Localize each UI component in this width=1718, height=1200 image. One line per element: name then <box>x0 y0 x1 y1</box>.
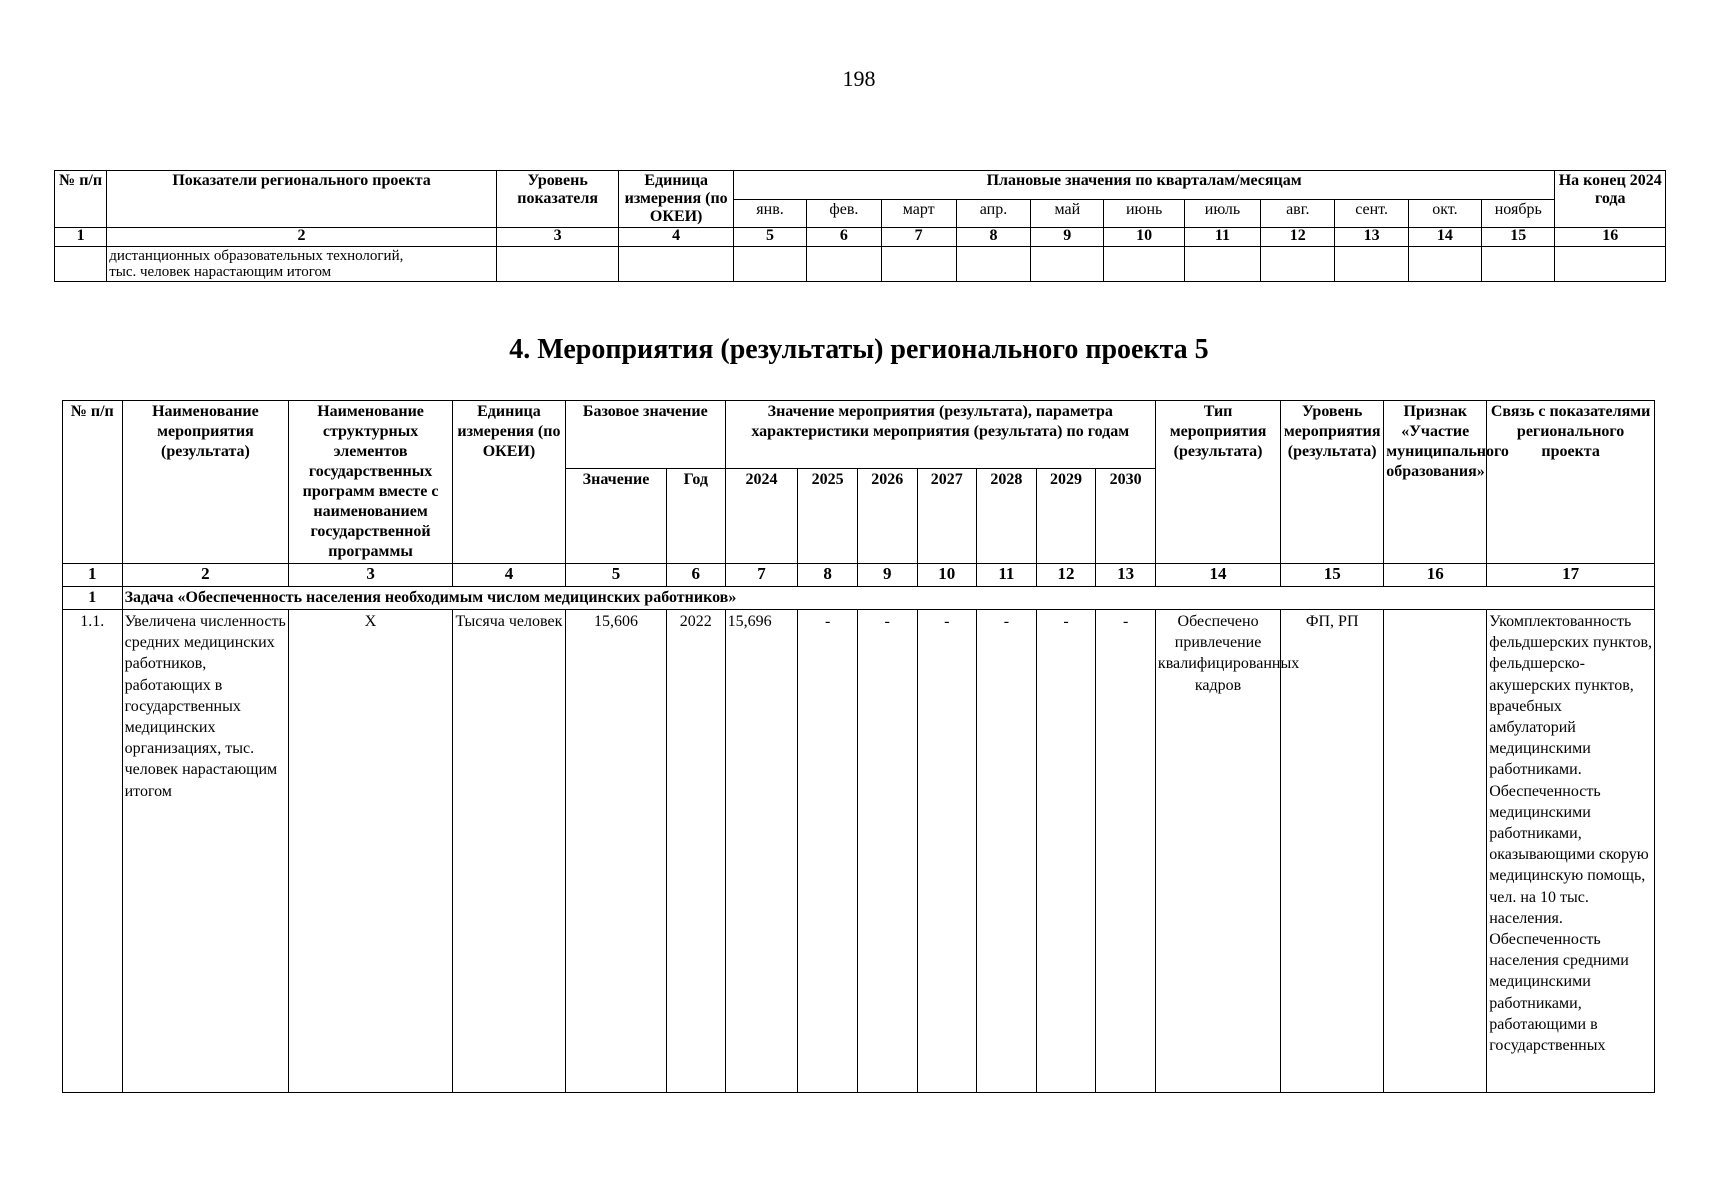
column-number: 11 <box>1184 228 1260 247</box>
column-number: 17 <box>1487 564 1655 587</box>
header-year: 2027 <box>917 469 977 564</box>
row-value: - <box>857 610 917 1093</box>
column-number: 6 <box>807 228 881 247</box>
row-base-year: 2022 <box>667 610 726 1093</box>
column-number: 10 <box>917 564 977 587</box>
row-type: Обеспечено привлечение квалифицированных кадров <box>1155 610 1280 1093</box>
row-value: - <box>1036 610 1096 1093</box>
section-title: 4. Мероприятия (результаты) регионального проекта 5 <box>509 334 1209 365</box>
header-base: Базовое значение <box>566 401 726 469</box>
header-month: июль <box>1184 199 1260 228</box>
column-number: 5 <box>733 228 806 247</box>
header-month: сент. <box>1335 199 1408 228</box>
row-num: 1.1. <box>63 610 123 1093</box>
header-base-year: Год <box>667 469 726 564</box>
indicator-text-line: тыс. человек нарастающим итогом <box>109 264 332 280</box>
header-unit: Единица измерения (по ОКЕИ) <box>619 171 733 228</box>
header-structural: Наименование структурных элементов государственных программ вместе с наименованием государственной программы <box>289 401 453 564</box>
column-number: 13 <box>1096 564 1156 587</box>
column-number: 2 <box>122 564 289 587</box>
header-indicator: Показатели регионального проекта <box>107 171 497 228</box>
column-number: 10 <box>1104 228 1184 247</box>
column-number: 16 <box>1384 564 1487 587</box>
column-number: 9 <box>1031 228 1104 247</box>
row-link: Укомплектованность фельдшерских пунктов, фельдшерско-акушерских пунктов, врачебных амбулаторий медицинскими работниками. Обеспеченность медицинскими работниками, оказывающими скорую медицинскую помощь, чел. на 10 тыс. населения. Обеспеченность населения средними медицинскими работниками, работающими в государственных <box>1487 610 1655 1093</box>
header-num: № п/п <box>55 171 107 228</box>
header-level: Уровень показателя <box>496 171 619 228</box>
row-level: ФП, РП <box>1281 610 1384 1093</box>
column-number: 4 <box>619 228 733 247</box>
header-month: янв. <box>733 199 806 228</box>
header-year: 2029 <box>1036 469 1096 564</box>
header-year: 2028 <box>977 469 1037 564</box>
header-values: Значение мероприятия (результата), параметра характеристики мероприятия (результата) по годам <box>725 401 1155 469</box>
row-name: Увеличена численность средних медицинских работников, работающих в государственных медицинских организациях, тыс. человек нарастающим итогом <box>122 610 289 1093</box>
header-name: Наименование мероприятия (результата) <box>122 401 289 564</box>
row-municipal <box>1384 610 1487 1093</box>
activities-table <box>62 400 1655 1093</box>
row-value: - <box>1096 610 1156 1093</box>
header-year: 2030 <box>1096 469 1156 564</box>
task-num: 1 <box>63 587 123 610</box>
row-structural: X <box>289 610 453 1093</box>
task-text: Задача «Обеспеченность населения необходимым числом медицинских работников» <box>122 587 1654 610</box>
header-year: 2024 <box>725 469 798 564</box>
column-number: 13 <box>1335 228 1408 247</box>
column-number: 16 <box>1555 228 1666 247</box>
indicators-table <box>54 170 1666 282</box>
header-municipal: Признак «Участие муниципального образования» <box>1384 401 1487 564</box>
column-number: 4 <box>452 564 565 587</box>
column-number: 6 <box>667 564 726 587</box>
column-number: 15 <box>1482 228 1555 247</box>
column-number: 8 <box>956 228 1030 247</box>
header-month: март <box>881 199 956 228</box>
header-month: ноябрь <box>1482 199 1555 228</box>
column-number: 11 <box>977 564 1037 587</box>
header-month: июнь <box>1104 199 1184 228</box>
header-num: № п/п <box>63 401 123 564</box>
column-number: 8 <box>798 564 858 587</box>
header-year: 2026 <box>857 469 917 564</box>
column-number: 12 <box>1036 564 1096 587</box>
page-number: 198 <box>842 66 876 91</box>
column-number: 14 <box>1408 228 1481 247</box>
header-link: Связь с показателями регионального проекта <box>1487 401 1655 564</box>
column-number: 7 <box>881 228 956 247</box>
column-number: 14 <box>1155 564 1280 587</box>
column-number: 7 <box>725 564 798 587</box>
header-month: окт. <box>1408 199 1481 228</box>
column-number: 9 <box>857 564 917 587</box>
header-level: Уровень мероприятия (результата) <box>1281 401 1384 564</box>
column-number: 15 <box>1281 564 1384 587</box>
row-value: - <box>798 610 858 1093</box>
column-number: 2 <box>107 228 497 247</box>
header-month: авг. <box>1261 199 1335 228</box>
header-month: май <box>1031 199 1104 228</box>
column-number: 5 <box>566 564 667 587</box>
row-base-value: 15,606 <box>566 610 667 1093</box>
column-number: 1 <box>55 228 107 247</box>
header-unit: Единица измерения (по ОКЕИ) <box>452 401 565 564</box>
header-month: фев. <box>807 199 881 228</box>
header-planned: Плановые значения по кварталам/месяцам <box>733 171 1555 200</box>
indicator-text <box>107 247 497 282</box>
column-number: 12 <box>1261 228 1335 247</box>
column-number: 3 <box>289 564 453 587</box>
column-number: 3 <box>496 228 619 247</box>
row-value: - <box>977 610 1037 1093</box>
row-unit: Тысяча человек <box>452 610 565 1093</box>
row-value: - <box>917 610 977 1093</box>
header-end: На конец 2024 года <box>1555 171 1666 228</box>
row-value: 15,696 <box>725 610 798 1093</box>
header-base-value: Значение <box>566 469 667 564</box>
column-number: 1 <box>63 564 123 587</box>
indicator-text-line: дистанционных образовательных технологий, <box>109 248 404 264</box>
header-month: апр. <box>956 199 1030 228</box>
header-type: Тип мероприятия (результата) <box>1155 401 1280 564</box>
header-year: 2025 <box>798 469 858 564</box>
